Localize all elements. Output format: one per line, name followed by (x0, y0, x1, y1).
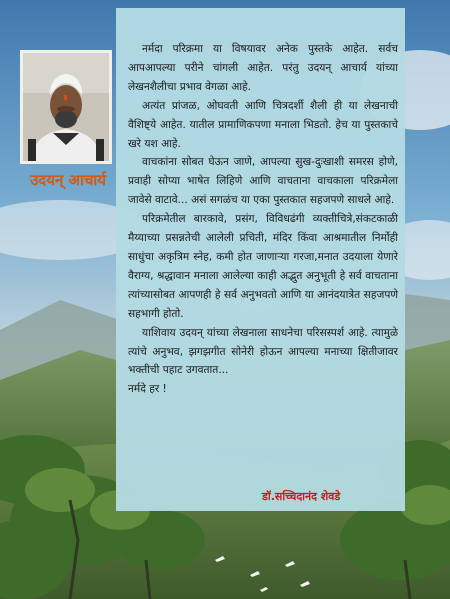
paragraph: नर्मदा परिक्रमा या विषयावर अनेक पुस्तके आहेत. सर्वच आपआपल्या परीने चांगली आहेत. परंतु उदयन् आचार्य यांच्या लेखनशैलीचा प्रभाव वेगळा आहे. (128, 43, 398, 93)
closing-line: नर्मदे हर ! (128, 383, 167, 396)
paragraph: याशिवाय उदयन् यांच्या लेखनाला साधनेचा परिसस्पर्श आहे. त्यामुळे त्यांचे अनुभव, झगझगीत सोनेरी होऊन आपल्या मनाच्या क्षितीजावर भक्तीची पहाट उगवतात... (128, 326, 398, 377)
blurb-text (128, 40, 398, 399)
paragraph: अत्यंत प्रांजळ, ओघवती आणि चित्रदर्शी शैली ही या लेखनाची वैशिष्ट्ये आहेत. यातील प्रामाणिकपणा मनाला भिडतो. हेच या पुस्तकाचे खरे यश आहे. (128, 99, 398, 150)
author-name: उदयन् आचार्य (30, 171, 106, 189)
paragraph: परिक्रमेतील बारकावे, प्रसंग, विविधढंगी व्यक्तीचित्रे,संकटकाळी मैय्याच्या प्रसन्नतेची आलेली प्रचिती, मंदिर किंवा आश्रमातील निर्मोही साधुंचा अकृत्रिम स्नेह, कमी होत जाणाऱ्या गरजा,मनात उदयाला येणारे वैराग्य, श्रद्धावान मनाला आलेल्या काही अद्भुत अनुभूती हे सर्व वाचताना त्यांच्यासोबत आपणही हे सर्व अनुभवतो आणि या आनंदयात्रेत सहजपणे सहभागी होतो. (128, 213, 398, 320)
author-photo (20, 50, 112, 164)
signature: डॉ.सच्चिदानंद शेवडे (262, 490, 341, 503)
paragraph: वाचकांना सोबत घेऊन जाणे, आपल्या सुख-दुःखाशी समरस होणे, प्रवाही सोप्या भाषेत लिहिणे आणि वाचताना वाचकाला परिक्रमेला जावेसे वाटावे... असं सगळंच या एका पुस्तकात सहजपणे साधले आहे. (128, 156, 398, 207)
